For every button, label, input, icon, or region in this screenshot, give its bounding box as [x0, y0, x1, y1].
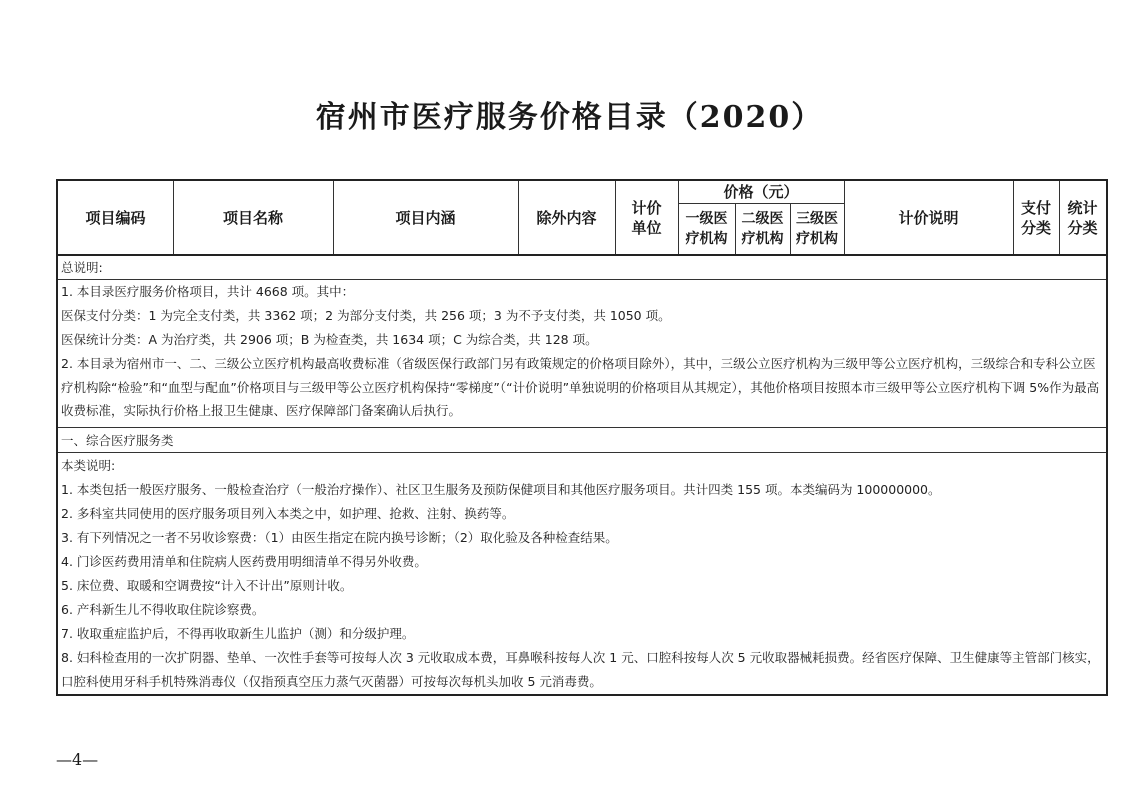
- row-divider: [58, 452, 1106, 453]
- general-note-paragraph: 2. 本目录为宿州市一、二、三级公立医疗机构最高收费标准（省级医保行政部门另有政策规定的价格项目除外），其中，三级公立医疗机构为三级甲等公立医疗机构，三级综合和专科公立医疗机构除“检验”和“血型与配血”价格项目与三级甲等公立医疗机构保持“零梯度”（“计价说明”单独说明的价格项目从其规定），其他价格项目按照本市三级甲等公立医疗机构下调 5%作为最高收费标准，实际执行价格上报卫生健康、医疗保障部门备案确认后执行。: [61, 356, 1100, 418]
- header-level2: 二级医疗机构: [741, 210, 784, 247]
- header-name: 项目名称: [222, 208, 283, 227]
- row-divider: [58, 427, 1106, 428]
- section-note-paragraph: 8. 妇科检查用的一次扩阴器、垫单、一次性手套等可按每人次 3 元收取成本费，耳鼻喉科按每人次 1 元、口腔科按每人次 5 元收取器械耗损费。经省医疗保障、卫生健康等主管部门核实，口腔科使用牙科手机特殊消毒仪（仅指预真空压力蒸气灭菌器）可按每次每机头加收 5 元消毒费。: [61, 650, 1100, 689]
- section-note-item: 2. 多科室共同使用的医疗服务项目列入本类之中，如护理、抢救、注射、换药等。: [61, 506, 515, 521]
- section-note-item: 3. 有下列情况之一者不另收诊察费：（1）由医生指定在院内换号诊断；（2）取化验及各种检查结果。: [61, 530, 618, 545]
- section-note-item: 4. 门诊医药费用清单和住院病人医药费用明细清单不得另外收费。: [61, 554, 427, 569]
- header-exclusion: 除外内容: [536, 208, 597, 227]
- page-number: —4—: [56, 750, 99, 769]
- header-level3: 三级医疗机构: [796, 210, 838, 247]
- general-note-line: 医保支付分类：1 为完全支付类，共 3362 项；2 为部分支付类，共 256 项；3 为不予支付类，共 1050 项。: [61, 308, 671, 323]
- header-stats: 统计分类: [1067, 198, 1098, 237]
- header-unit: 计价单位: [631, 198, 662, 237]
- section-note-item: 1. 本类包括一般医疗服务、一般检查治疗（一般治疗操作）、社区卫生服务及预防保健项目和其他医疗服务项目。共计四类 155 项。本类编码为 100000000。: [61, 482, 941, 497]
- price-table: [56, 179, 1108, 696]
- section-heading: 一、综合医疗服务类: [61, 433, 174, 448]
- section-notes-heading: 本类说明:: [61, 458, 116, 473]
- header-price-group: 价格（元）: [723, 183, 799, 201]
- section-note-item: 7. 收取重症监护后，不得再收取新生儿监护（测）和分级护理。: [61, 626, 415, 641]
- section-note-item: 5. 床位费、取暖和空调费按“计入不计出”原则计收。: [61, 578, 353, 593]
- section-note-item: 6. 产科新生儿不得收取住院诊察费。: [61, 602, 265, 617]
- header-content: 项目内涵: [395, 208, 456, 227]
- header-code: 项目编码: [85, 208, 146, 227]
- header-pricing-note: 计价说明: [898, 208, 959, 227]
- page-title: 宿州市医疗服务价格目录（2020）: [315, 100, 824, 135]
- header-payment: 支付分类: [1021, 198, 1052, 237]
- header-level1: 一级医疗机构: [685, 210, 728, 247]
- general-notes-heading: 总说明:: [61, 260, 103, 275]
- general-note-line: 医保统计分类：A 为治疗类，共 2906 项；B 为检查类，共 1634 项；C 为综合类，共 128 项。: [61, 332, 598, 347]
- general-note-line: 1. 本目录医疗服务价格项目，共计 4668 项。其中：: [61, 284, 355, 299]
